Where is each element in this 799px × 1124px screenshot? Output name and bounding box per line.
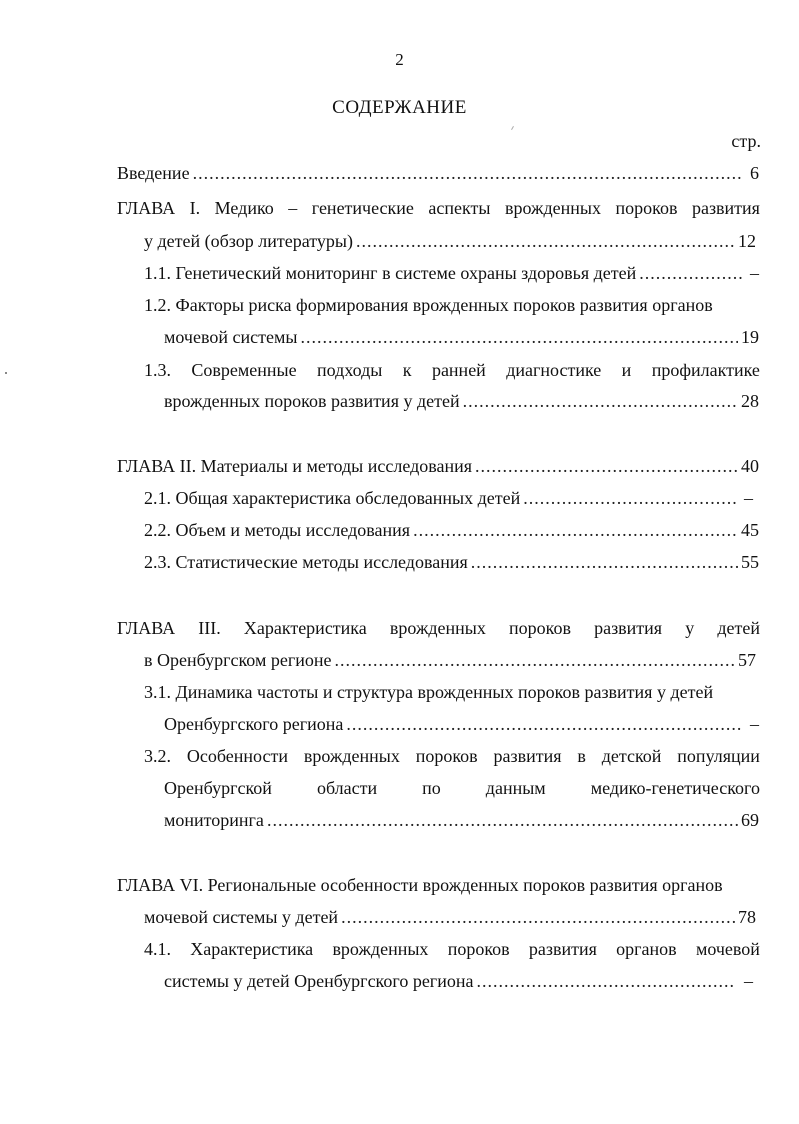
word: подходы [317, 360, 383, 380]
word: врожденных [504, 198, 601, 218]
toc-page-number: 19 [741, 327, 759, 347]
toc-section-2-1[interactable] [144, 486, 753, 510]
scan-speck [5, 372, 7, 374]
toc-page-number: 78 [738, 907, 756, 927]
toc-section-3-2-heading[interactable] [144, 744, 760, 768]
word: профилактике [651, 360, 760, 380]
toc-page-number: 57 [738, 650, 756, 670]
toc-entry-text: ГЛАВА VI. Региональные особенности врожденных пороков развития органов [117, 875, 723, 895]
toc-chapter-3[interactable] [144, 648, 756, 672]
toc-entry-text: ГЛАВА II. Материалы и методы исследования [117, 456, 473, 476]
word: 3.2. [144, 746, 171, 766]
word: детей [717, 618, 760, 638]
word: области [316, 778, 378, 798]
word: у [685, 618, 695, 638]
word: пороков [447, 939, 510, 959]
word: пороков [415, 746, 478, 766]
toc-section-2-3[interactable] [144, 550, 759, 574]
word: – [288, 198, 298, 218]
word: ранней [431, 360, 486, 380]
leader-dots [341, 905, 735, 929]
word: Характеристика [243, 618, 367, 638]
toc-section-3-1[interactable] [164, 712, 759, 736]
toc-chapter-1[interactable] [144, 229, 756, 253]
leader-dots [413, 518, 738, 542]
word: Особенности [186, 746, 288, 766]
toc-chapter-2[interactable] [117, 454, 759, 478]
word: ГЛАВА [117, 618, 176, 638]
leader-dots [476, 969, 736, 993]
toc-entry-text: мочевой системы у детей [144, 907, 339, 927]
word: пороков [509, 618, 571, 638]
toc-page-number: – [744, 488, 753, 508]
toc-entry-text: в Оренбургском регионе [144, 650, 332, 670]
toc-section-4-1[interactable] [164, 969, 753, 993]
word: Оренбургской [164, 778, 272, 798]
word: детской [601, 746, 662, 766]
toc-chapter-3-heading[interactable] [117, 616, 760, 640]
scan-speck [511, 126, 514, 130]
toc-section-4-1-heading[interactable] [144, 937, 760, 961]
word: развития [594, 618, 663, 638]
toc-section-1-2[interactable] [164, 325, 759, 349]
toc-entry-text: Введение [117, 163, 190, 183]
toc-section-1-3[interactable] [164, 389, 759, 413]
word: диагностике [506, 360, 602, 380]
page-number: 2 [395, 50, 404, 69]
toc-entry-text: мочевой системы [164, 327, 298, 347]
word: врожденных [303, 746, 400, 766]
toc-page-number: – [744, 971, 753, 991]
pages-column-label: стр. [731, 131, 761, 151]
leader-dots [523, 486, 736, 510]
toc-page-number: 6 [750, 163, 759, 183]
toc-section-3-1-heading[interactable] [144, 680, 760, 704]
toc-page-number: – [750, 263, 759, 283]
toc-page-number: 28 [741, 391, 759, 411]
word: III. [198, 618, 221, 638]
toc-section-1-1[interactable] [144, 261, 759, 285]
leader-dots [463, 389, 738, 413]
toc-entry-text: системы у детей Оренбургского региона [164, 971, 474, 991]
toc-chapter-1-heading[interactable] [117, 196, 760, 220]
toc-page-number: 69 [741, 810, 759, 830]
toc-section-1-3-heading[interactable] [144, 358, 760, 382]
word: данным [485, 778, 546, 798]
word: аспекты [428, 198, 491, 218]
word: Характеристика [190, 939, 314, 959]
leader-dots [346, 712, 742, 736]
word: медико-генетического [590, 778, 760, 798]
toc-section-1-2-heading[interactable] [144, 293, 759, 317]
toc-entry-text: у детей (обзор литературы) [144, 231, 354, 251]
page-title: СОДЕРЖАНИЕ [332, 97, 467, 118]
leader-dots [471, 550, 738, 574]
word: развития [691, 198, 760, 218]
word: пороков [615, 198, 678, 218]
toc-chapter-4[interactable] [144, 905, 756, 929]
word: I. [189, 198, 201, 218]
word: к [402, 360, 412, 380]
word: врожденных [332, 939, 429, 959]
toc-entry-text: 2.3. Статистические методы исследования [144, 552, 468, 572]
toc-page-number: 45 [741, 520, 759, 540]
word: развития [528, 939, 597, 959]
leader-dots [193, 161, 742, 185]
toc-section-3-2[interactable] [164, 808, 759, 832]
toc-entry-text: врожденных пороков развития у детей [164, 391, 460, 411]
leader-dots [334, 648, 735, 672]
toc-entry-text: мониторинга [164, 810, 264, 830]
toc-section-3-2-line2[interactable] [164, 776, 760, 800]
toc-chapter-4-heading[interactable] [117, 873, 761, 897]
word: Современные [191, 360, 297, 380]
word: развития [493, 746, 562, 766]
toc-entry-text: 2.2. Объем и методы исследования [144, 520, 411, 540]
word: генетические [311, 198, 414, 218]
leader-dots [300, 325, 738, 349]
word: органов [616, 939, 677, 959]
word: ГЛАВА [117, 198, 176, 218]
word: популяции [677, 746, 760, 766]
toc-page-number: – [750, 714, 759, 734]
toc-entry-text: 1.2. Факторы риска формирования врожденных пороков развития органов [144, 295, 713, 315]
toc-entry-text: 2.1. Общая характеристика обследованных детей [144, 488, 521, 508]
word: врожденных [389, 618, 486, 638]
word: в [577, 746, 586, 766]
toc-entry-text: 1.1. Генетический мониторинг в системе охраны здоровья детей [144, 263, 637, 283]
word: Медико [214, 198, 274, 218]
word: 1.3. [144, 360, 171, 380]
word: и [621, 360, 632, 380]
leader-dots [267, 808, 738, 832]
toc-page-number: 12 [738, 231, 756, 251]
toc-entry-text: 3.1. Динамика частоты и структура врожденных пороков развития у детей [144, 682, 714, 702]
leader-dots [639, 261, 742, 285]
toc-page-number: 40 [741, 456, 759, 476]
toc-page-number: 55 [741, 552, 759, 572]
word: мочевой [695, 939, 760, 959]
toc-section-2-2[interactable] [144, 518, 759, 542]
word: по [422, 778, 441, 798]
word: 4.1. [144, 939, 171, 959]
leader-dots [356, 229, 735, 253]
toc-entry-text: Оренбургского региона [164, 714, 344, 734]
toc-entry-intro[interactable] [117, 161, 759, 185]
leader-dots [475, 454, 738, 478]
